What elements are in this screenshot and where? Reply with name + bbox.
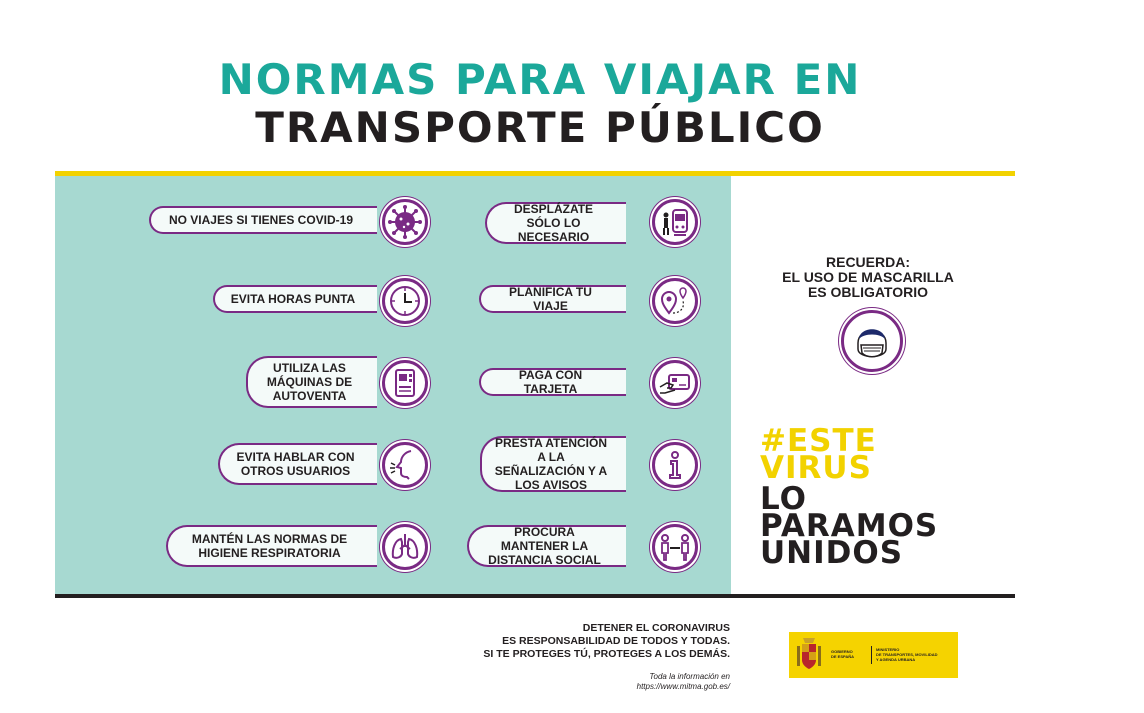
rule-label: PRESTA ATENCIÓN A LA SEÑALIZACIÓN Y A LOS AVISOS bbox=[494, 436, 608, 492]
rule-pill-no-covid bbox=[149, 206, 377, 234]
rule-pill-rush-hour bbox=[213, 285, 377, 313]
rule-pill-signage bbox=[480, 436, 626, 492]
government-logo bbox=[789, 632, 958, 678]
rule-label: NO VIAJES SI TIENES COVID-19 bbox=[168, 213, 354, 227]
rule-label: DESPLÁZATE SÓLO LO NECESARIO bbox=[513, 202, 594, 244]
lungs-icon bbox=[382, 524, 428, 570]
ministry-label bbox=[876, 647, 938, 662]
gov-label bbox=[831, 649, 854, 659]
reminder-line-3: ES OBLIGATORIO bbox=[807, 284, 929, 300]
train-icon bbox=[652, 199, 698, 245]
slogan-paramos: PARAMOS bbox=[760, 508, 939, 544]
rule-pill-plan-trip bbox=[479, 285, 626, 313]
map-pin-icon bbox=[652, 278, 698, 324]
gov-line-2: DE ESPAÑA bbox=[831, 654, 855, 659]
slogan-virus: VIRUS bbox=[760, 450, 872, 486]
ticket-machine-icon bbox=[382, 360, 428, 406]
rule-label: EVITA HORAS PUNTA bbox=[230, 292, 356, 306]
reminder-line-2: EL USO DE MASCARILLA bbox=[782, 269, 954, 285]
ministry-line-2: DE TRANSPORTES, MOVILIDAD bbox=[876, 652, 938, 657]
rule-label: EVITA HABLAR CON OTROS USUARIOS bbox=[236, 450, 355, 478]
black-divider bbox=[55, 594, 1015, 598]
footer-message bbox=[483, 622, 730, 661]
rule-pill-social-distance bbox=[467, 525, 626, 567]
rule-pill-necessary-travel bbox=[485, 202, 626, 244]
rule-label: UTILIZA LAS MÁQUINAS DE AUTOVENTA bbox=[266, 361, 353, 403]
rule-label: PAGA CON TARJETA bbox=[518, 368, 583, 396]
info-link bbox=[637, 672, 730, 692]
footer-line-1: DETENER EL CORONAVIRUS bbox=[582, 622, 730, 634]
slogan-lo: LO bbox=[760, 481, 808, 517]
info-url[interactable]: https://www.mitma.gob.es/ bbox=[636, 682, 730, 691]
virus-icon bbox=[382, 199, 428, 245]
reminder-line-1: RECUERDA: bbox=[826, 254, 910, 270]
clock-icon bbox=[382, 278, 428, 324]
rule-pill-pay-card bbox=[479, 368, 626, 396]
rule-pill-talking bbox=[218, 443, 377, 485]
title-line-2: TRANSPORTE PÚBLICO bbox=[255, 103, 825, 152]
footer-line-2: ES RESPONSABILIDAD DE TODOS Y TODAS. bbox=[502, 635, 730, 647]
rule-label: PLANIFICA TU VIAJE bbox=[509, 285, 592, 313]
rule-pill-ticket-machines bbox=[246, 356, 377, 408]
card-payment-icon bbox=[652, 360, 698, 406]
mask-reminder bbox=[756, 255, 980, 300]
speaking-face-icon bbox=[382, 442, 428, 488]
info-line-1: Toda la información en bbox=[649, 672, 730, 681]
social-distance-icon bbox=[652, 524, 698, 570]
rule-label: MANTÉN LAS NORMAS DE HIGIENE RESPIRATORIA bbox=[191, 532, 348, 560]
rule-label: PROCURA MANTENER LA DISTANCIA SOCIAL bbox=[488, 525, 601, 567]
footer-line-3: SI TE PROTEGES TÚ, PROTEGES A LOS DEMÁS. bbox=[483, 648, 730, 660]
face-mask-icon bbox=[841, 310, 903, 372]
ministry-line-1: MINISTERIO bbox=[876, 647, 900, 652]
gov-line-1: GOBIERNO bbox=[831, 649, 853, 654]
ministry-line-3: Y AGENDA URBANA bbox=[876, 657, 916, 662]
rule-pill-hygiene bbox=[166, 525, 377, 567]
slogan-hashtag: #ESTE bbox=[760, 423, 877, 459]
coat-of-arms-icon bbox=[794, 636, 824, 674]
logo-divider bbox=[871, 646, 872, 664]
info-icon bbox=[652, 442, 698, 488]
slogan-unidos: UNIDOS bbox=[760, 535, 904, 571]
title-line-1: NORMAS PARA VIAJAR EN bbox=[218, 55, 862, 104]
